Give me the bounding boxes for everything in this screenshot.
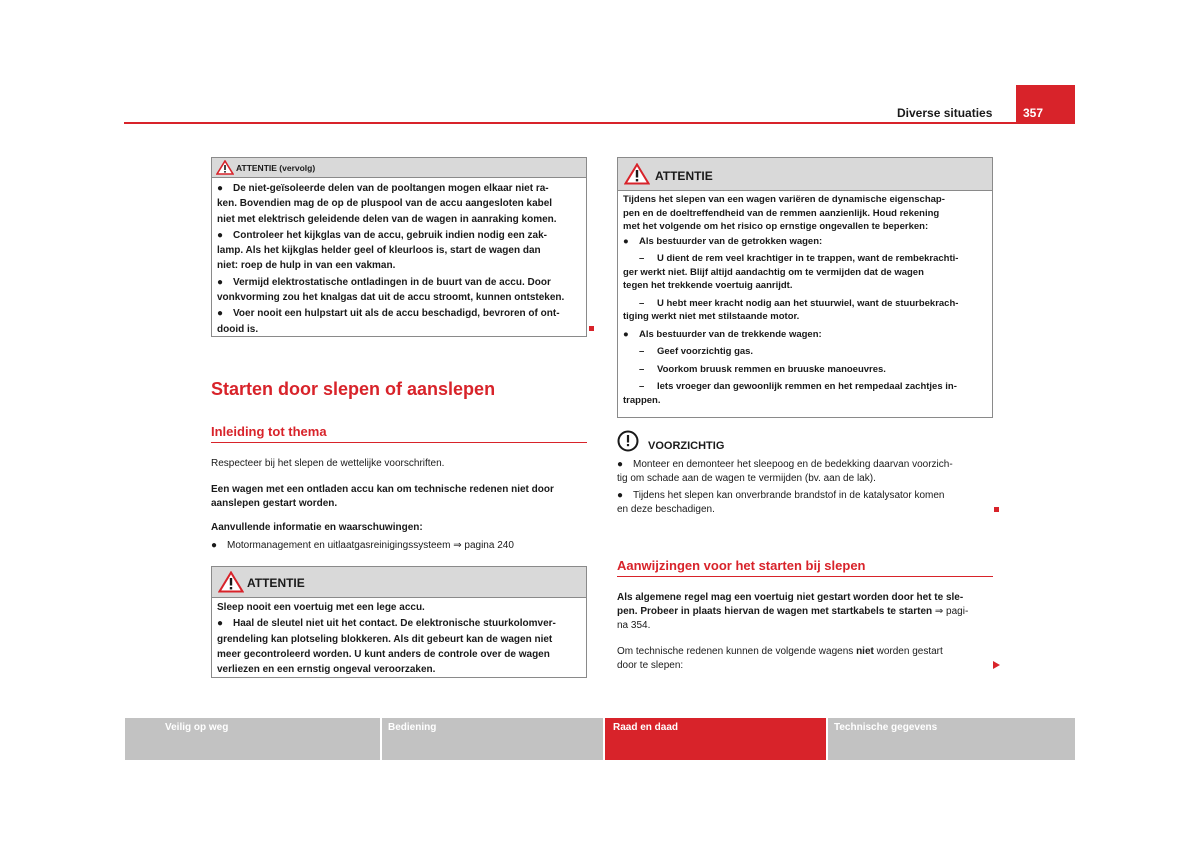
- caution-icon: [617, 430, 639, 452]
- header-rule: [124, 122, 1075, 124]
- warning-title: ATTENTIE: [247, 576, 305, 590]
- warning-subitem: – U dient de rem veel krachtiger in te trappen, want de rembekrachti- ger werkt niet. Blijf altijd aandachtig om te vermijden dat de wagen tegen het trekkende voertuig aanrijdt.: [623, 253, 959, 291]
- warning-item: ● Als bestuurder van de getrokken wagen:: [623, 235, 823, 247]
- subheading-rule: [617, 576, 993, 577]
- nav-tab-veilig-op-weg[interactable]: Veilig op weg: [125, 718, 380, 760]
- warning-box-header: [212, 567, 586, 598]
- warning-item: ● Haal de sleutel niet uit het contact. De elektronische stuurkolomver- grendeling kan plotseling blokkeren. Als dit gebeurt kan de wagen niet meer gecontroleerd worden. U kunt anders de controle over de wagen verliezen en een ernstig ongeval veroorzaken.: [217, 618, 556, 676]
- warning-title: ATTENTIE: [655, 169, 713, 183]
- caution-title: VOORZICHTIG: [648, 440, 725, 452]
- warning-box-header: [212, 158, 586, 178]
- nav-tab-technische-gegevens[interactable]: Technische gegevens: [828, 718, 1075, 760]
- warning-item: ● Voer nooit een hulpstart uit als de accu beschadigd, bevroren of ont- dooid is.: [217, 308, 560, 335]
- warning-item: ● Als bestuurder van de trekkende wagen:: [623, 328, 822, 340]
- end-marker: [994, 507, 999, 512]
- more-info-label: Aanvullende informatie en waarschuwingen:: [211, 522, 423, 533]
- subheading: Aanwijzingen voor het starten bij slepen: [617, 558, 866, 573]
- warning-box-continued: [211, 157, 587, 337]
- warning-item: ● Vermijd elektrostatische ontladingen in de buurt van de accu. Door vonkvorming zou het knalgas dat uit de accu stroomt, kunnen ontsteken.: [217, 276, 565, 304]
- bold-paragraph: Een wagen met een ontladen accu kan om technische redenen niet door aanslepen gestart worden.: [211, 484, 554, 509]
- intro-text: Respecteer bij het slepen de wettelijke voorschriften.: [211, 458, 445, 469]
- end-marker: [589, 326, 594, 331]
- warning-box: [211, 566, 587, 678]
- warning-subitem: – Iets vroeger dan gewoonlijk remmen en het rempedaal zachtjes in- trappen.: [623, 381, 957, 406]
- warning-body: [618, 191, 992, 407]
- cross-reference-item[interactable]: ● Motormanagement en uitlaatgasreinigingssysteem ⇒ pagina 240: [211, 540, 514, 551]
- nav-tab-raad-en-daad[interactable]: Raad en daad: [605, 718, 826, 760]
- warning-body: [212, 598, 586, 677]
- caution-item: ● Monteer en demonteer het sleepoog en de bedekking daarvan voorzich- tig om schade aan de wagen te vermijden (bv. aan de lak).: [617, 459, 953, 484]
- warning-lead: Tijdens het slepen van een wagen variëren de dynamische eigenschap- pen en de doeltreffendheid van de remmen aanzienlijk. Houd rekening met het volgende om het risico op ernstige ongevallen te beperken:: [623, 194, 945, 232]
- warning-box-towing: [617, 157, 993, 418]
- warning-body: [212, 178, 586, 337]
- warning-triangle-icon: [624, 163, 650, 185]
- warning-triangle-icon: [216, 160, 234, 175]
- warning-subitem: – Voorkom bruusk remmen en bruuske manoeuvres.: [639, 363, 886, 375]
- warning-box-header: [618, 158, 992, 191]
- nav-tab-bediening[interactable]: Bediening: [382, 718, 603, 760]
- subheading-rule: [211, 442, 587, 443]
- continue-arrow-icon: [993, 661, 1000, 669]
- warning-title: ATTENTIE (vervolg): [236, 163, 316, 173]
- warning-subitem: – Geef voorzichtig gas.: [639, 346, 754, 357]
- page-number: 357: [1023, 106, 1044, 120]
- warning-item: ● Controleer het kijkglas van de accu, gebruik indien nodig een zak- lamp. Als het kijkglas helder geel of kleurloos is, start de wagen dan niet: roep de hulp in van een vakman.: [217, 229, 547, 272]
- cross-reference-link[interactable]: Motormanagement en uitlaatgasreinigingssysteem ⇒ pagina 240: [227, 540, 514, 551]
- section-title: Diverse situaties: [897, 106, 993, 120]
- chapter-heading: Starten door slepen of aanslepen: [211, 379, 496, 399]
- page-number-box: [1016, 85, 1075, 124]
- paragraph: Om technische redenen kunnen de volgende wagens niet worden gestart door te slepen:: [617, 646, 943, 671]
- warning-subitem: – U hebt meer kracht nodig aan het stuurwiel, want de stuurbekrach- tiging werkt niet met stilstaande motor.: [623, 297, 959, 322]
- warning-item: ● De niet-geïsoleerde delen van de pooltangen mogen elkaar niet ra- ken. Bovendien mag de op de pluspool van de accu aangesloten kabel niet met elektrisch geleidende delen van de wagen in aanraking komen.: [217, 183, 557, 225]
- subheading: Inleiding tot thema: [211, 424, 327, 439]
- caution-item: ● Tijdens het slepen kan onverbrande brandstof in de katalysator komen en deze beschadigen.: [617, 490, 945, 515]
- warning-triangle-icon: [218, 571, 244, 593]
- cross-reference-link[interactable]: ⇒ pagi-: [932, 606, 969, 617]
- warning-lead: Sleep nooit een voertuig met een lege accu.: [217, 602, 425, 613]
- paragraph: Als algemene regel mag een voertuig niet gestart worden door het te sle- pen. Probeer in plaats hiervan de wagen met startkabels te starten ⇒ pagi- na 354.: [617, 592, 969, 631]
